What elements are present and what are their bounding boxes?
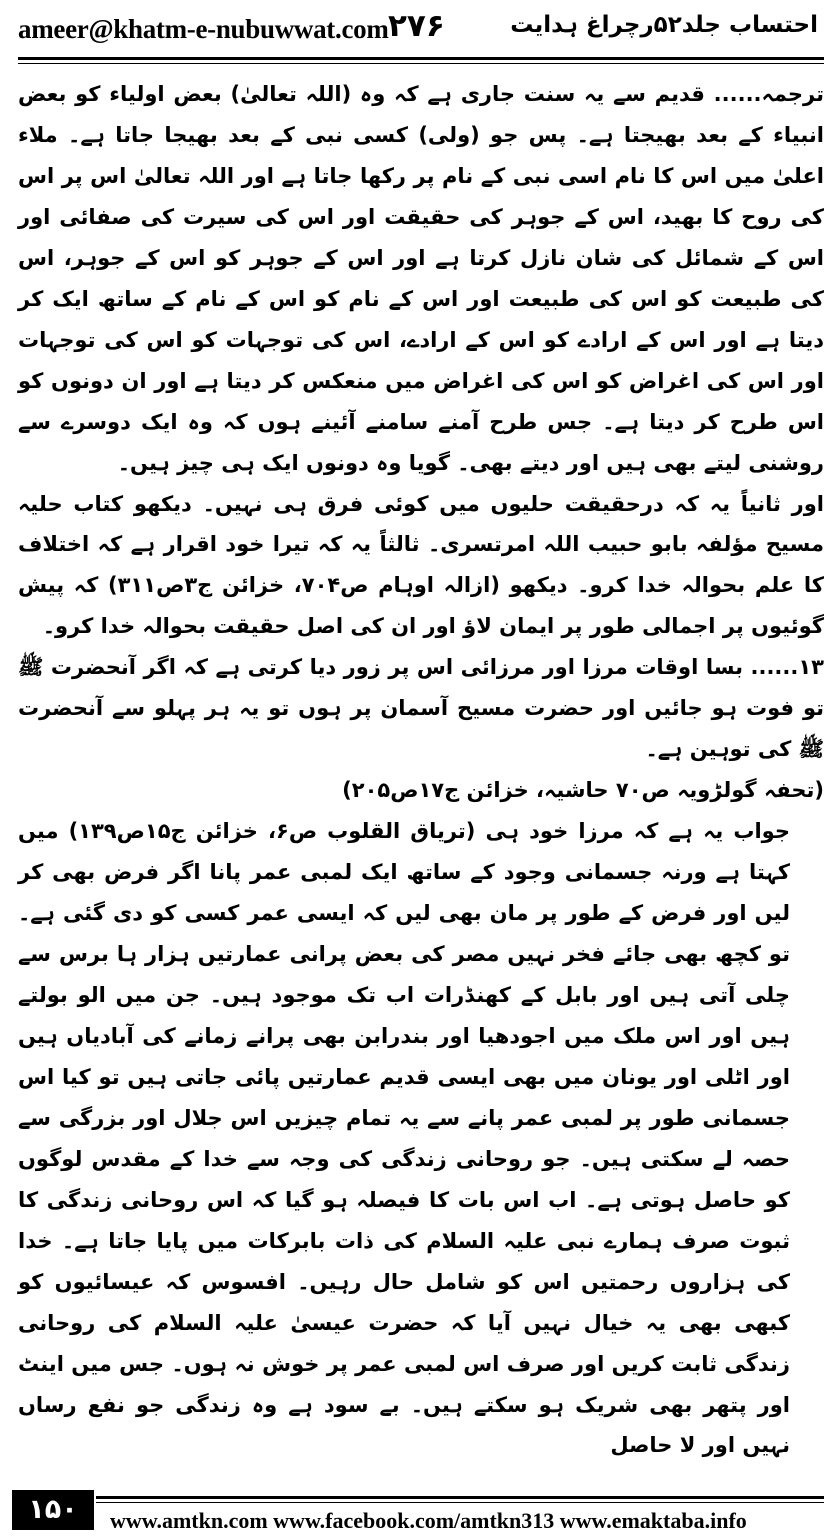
header-rule-thin — [18, 63, 824, 64]
header-page-number: ۲۷۶ — [388, 8, 445, 44]
footer-website-links[interactable]: www.amtkn.com www.facebook.com/amtkn313 www.emaktaba.info — [110, 1508, 747, 1533]
footer-rule-thick — [96, 1496, 824, 1499]
header-rule-thick — [18, 57, 824, 60]
page-footer — [0, 1490, 840, 1540]
body-text — [18, 74, 824, 1466]
footer-rule-thin — [96, 1502, 824, 1503]
point-13-paragraph: ۱۳...... بسا اوقات مرزا اور مرزائی اس پر زور دیا کرتی ہے کہ اگر آنحضرت ﷺ تو فوت ہو جائیں اور حضرت مسیح آسمان پر ہوں تو یہ ہر پہلو سے آنحضرت ﷺ کی توہین ہے۔ — [18, 655, 824, 762]
reference-line: (تحفہ گولڑویہ ص۷۰ حاشیہ، خزائن ج۱۷ص۲۰۵) — [342, 778, 824, 803]
translation-paragraph: ترجمہ...... قدیم سے یہ سنت جاری ہے کہ وہ (اللہ تعالیٰ) بعض اولیاء کو بعض انبیاء کے بعد بھیجتا ہے۔ پس جو (ولی) کسی نبی کے بعد بھیجا جاتا ہے۔ ملاء اعلیٰ میں اس کا نام اسی نبی کے نام پر رکھا جاتا ہے اور اللہ تعالیٰ اس پر اس کی روح کا بھید، اس کے جوہر کی حقیقت اور اس کی سیرت کی صفائی اور اس کے شمائل کی شان نازل کرتا ہے اور اس کے جوہر کو اس کے جوہر، اس کی طبیعت کو اس کی طبیعت اور اس کے نام کو اس کے نام کے ساتھ ایک کر دیتا ہے اور اس کے ارادے کو اس کے ارادے، اس کی توجہات کو اس کی توجہات اور اس کی اغراض کو اس کی اغراض میں منعکس کر دیتا ہے اور ان دونوں کو اس طرح کر دیتا ہے۔ جس طرح آمنے سامنے آئینے ہوں کہ وہ ایک دوسرے سے روشنی لیتے بھی ہیں اور دیتے بھی۔ گویا وہ دونوں ایک ہی چیز ہیں۔ — [18, 82, 824, 475]
page-header — [0, 0, 840, 68]
header-email[interactable]: ameer@khatm-e-nubuwwat.com — [18, 14, 389, 44]
answer-paragraph: جواب یہ ہے کہ مرزا خود ہی (تریاق القلوب ص۶، خزائن ج۱۵ص۱۳۹) میں کہتا ہے ورنہ جسمانی وجود کے ساتھ ایک لمبی عمر پانا اگر فرض بھی کر لیں اور فرض کے طور پر مان بھی لیں کہ ایسی عمر کسی کو دی گئی ہے۔ تو کچھ بھی جائے فخر نہیں مصر کی بعض پرانی عمارتیں ہزار ہا برس سے چلی آتی ہیں اور بابل کے کھنڈرات اب تک موجود ہیں۔ جن میں الو بولتے ہیں اور اس ملک میں اجودھیا اور بندرابن بھی پرانے زمانے کی آبادیاں ہیں اور اٹلی اور یونان میں بھی ایسی قدیم عمارتیں پائی جاتی ہیں تو کیا اس جسمانی طور پر لمبی عمر پانے سے یہ تمام چیزیں اس جلال اور بزرگی سے حصہ لے سکتی ہیں۔ جو روحانی زندگی کی وجہ سے خدا کے مقدس لوگوں کو حاصل ہوتی ہے۔ اب اس بات کا فیصلہ ہو گیا کہ اس روحانی زندگی کا ثبوت صرف ہمارے نبی علیہ السلام کی ذات بابرکات میں پایا جاتا ہے۔ خدا کی ہزاروں رحمتیں اس کو شامل حال رہیں۔ افسوس کہ عیسائیوں کو کبھی بھی یہ خیال نہیں آیا کہ حضرت عیسیٰ علیہ السلام کی روحانی زندگی ثابت کریں اور صرف اس لمبی عمر پر خوش نہ ہوں۔ جس میں اینٹ اور پتھر بھی شریک ہو سکتے ہیں۔ بے سود ہے وہ زندگی جو نفع رساں نہیں اور لا حاصل — [18, 819, 790, 1458]
footer-page-number: ۱۵۰ — [12, 1490, 94, 1530]
second-point-paragraph: اور ثانیاً یہ کہ درحقیقت حلیوں میں کوئی فرق ہی نہیں۔ دیکھو کتاب حلیہ مسیح مؤلفہ بابو حبیب اللہ امرتسری۔ ثالثاً یہ کہ تیرا خود اقرار ہے کہ اختلاف کا علم بحوالہ خدا کرو۔ دیکھو (ازالہ اوہام ص۷۰۴، خزائن ج۳ص۳۱۱) کہ پیش گوئیوں پر اجمالی طور پر ایمان لاؤ اور ان کی اصل حقیقت بحوالہ خدا کرو۔ — [18, 491, 825, 639]
header-book-title: احتساب جلد۵۲رچراغ ہدایت — [510, 12, 818, 38]
